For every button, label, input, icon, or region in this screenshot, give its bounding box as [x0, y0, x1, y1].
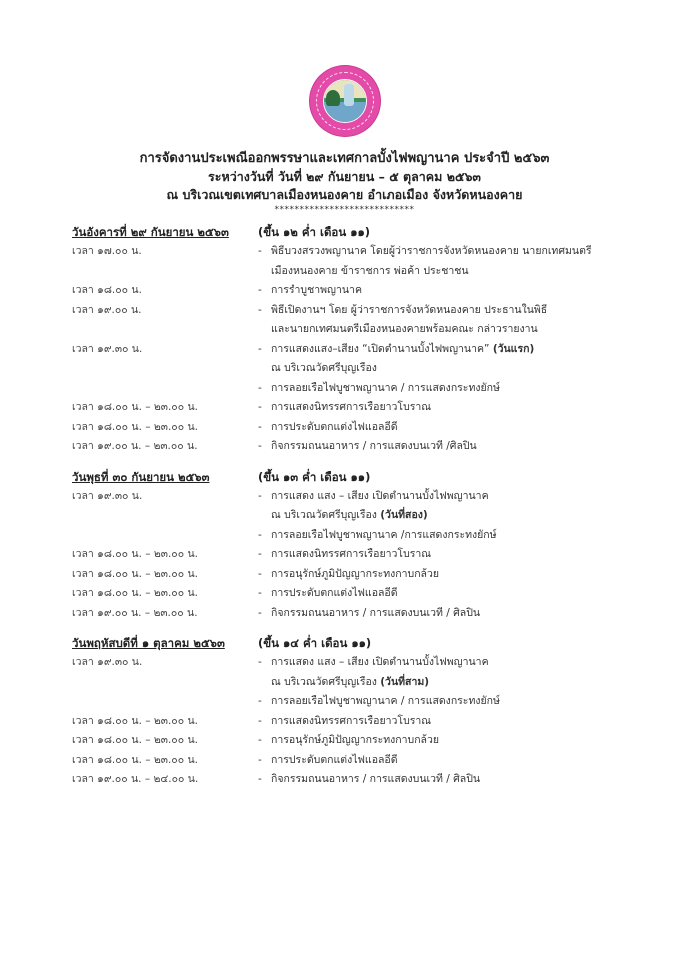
activity-text	[271, 712, 632, 732]
activity-list	[258, 653, 632, 712]
bullet-dash: -	[258, 714, 262, 727]
activity-list	[258, 487, 632, 546]
schedule-row	[72, 418, 632, 438]
location: ณ บริเวณเขตเทศบาลเมืองหนองคาย อำเภอเมือง จังหวัดหนองคาย	[166, 187, 523, 202]
activity-list	[258, 340, 632, 399]
logo-seal-ring	[310, 66, 380, 136]
activity-text	[271, 242, 632, 262]
activity-list	[258, 437, 632, 457]
activity-list	[258, 584, 632, 604]
activity-text	[271, 565, 632, 585]
day-header	[72, 224, 632, 242]
time-slot: เวลา ๑๘.๐๐ น. – ๒๓.๐๐ น.	[72, 567, 198, 580]
activity-text	[271, 673, 632, 693]
activity-text	[271, 281, 632, 301]
time-slot: เวลา ๑๙.๐๐ น.	[72, 303, 142, 316]
activity-label: การประดับตกแต่งไฟแอลอีดี	[271, 587, 398, 599]
activity-list	[258, 281, 632, 301]
time-slot: เวลา ๑๙.๓๐ น.	[72, 489, 143, 502]
activity-label: การแสดงแสง–เสียง “เปิดตำนานบั้งไฟพญานาค”	[271, 342, 493, 355]
time-slot: เวลา ๑๙.๓๐ น.	[72, 342, 143, 355]
activity-text	[271, 545, 632, 565]
bullet-dash: -	[258, 342, 262, 355]
activity-label: การแสดงนิทรรศการเรือยาวโบราณ	[271, 401, 432, 413]
activity-list	[258, 418, 632, 438]
schedule-row	[72, 398, 632, 418]
schedule-row	[72, 242, 632, 281]
day-section	[72, 635, 632, 790]
activity-item	[258, 340, 632, 360]
activity-text	[271, 301, 632, 321]
schedule-row	[72, 584, 632, 604]
activity-item	[258, 506, 632, 526]
bullet-dash: -	[258, 606, 262, 619]
time-slot: เวลา ๑๙.๓๐ น.	[72, 656, 143, 668]
activity-text	[271, 526, 632, 546]
time-slot: เวลา ๑๙.๐๐ น. – ๒๓.๐๐ น.	[72, 606, 198, 619]
activity-label: กิจกรรมถนนอาหาร / การแสดงบนเวที / ศิลปิน	[271, 606, 481, 619]
time-slot: เวลา ๑๙.๐๐ น. – ๒๔.๐๐ น.	[72, 773, 199, 785]
municipality-logo	[310, 66, 380, 136]
document-title: การจัดงานประเพณีออกพรรษาและเทศกาลบั้งไฟพญานาค ประจำปี ๒๕๖๓	[139, 151, 550, 166]
activity-label: การแสดง แสง – เสียง เปิดตำนานบั้งไฟพญานาค	[271, 656, 489, 668]
activity-list	[258, 398, 632, 418]
bullet-dash: -	[258, 401, 262, 413]
activity-text	[271, 653, 632, 673]
activity-label: การแสดงนิทรรศการเรือยาวโบราณ	[271, 714, 432, 727]
schedule-row	[72, 487, 632, 546]
activity-list	[258, 301, 632, 340]
bullet-dash: -	[258, 284, 262, 296]
activity-text	[271, 262, 632, 282]
day-section	[72, 469, 632, 624]
schedule-row	[72, 437, 632, 457]
activity-item	[258, 379, 632, 399]
activity-label: การอนุรักษ์ภูมิปัญญากระทงกาบกล้วย	[271, 567, 440, 580]
bullet-dash: -	[258, 773, 262, 785]
activity-item	[258, 692, 632, 712]
activity-item	[258, 281, 632, 301]
activity-item	[258, 437, 632, 457]
activity-text	[271, 731, 632, 751]
separator-stars: ****************************	[274, 205, 415, 215]
activity-list	[258, 242, 632, 281]
activity-label: การลอยเรือไฟบูชาพญานาค / การแสดงกระทงยักษ์	[271, 381, 500, 394]
activity-text	[271, 359, 632, 379]
activity-item	[258, 565, 632, 585]
activity-text	[271, 398, 632, 418]
day-title: วันพฤหัสบดีที่ ๑ ตุลาคม ๒๕๖๓	[72, 636, 225, 650]
activity-item	[258, 359, 632, 379]
activity-label: ณ บริเวณวัดศรีบุญเรือง	[271, 675, 381, 688]
schedule-row	[72, 281, 632, 301]
schedule-row	[72, 565, 632, 585]
activity-item	[258, 731, 632, 751]
time-slot: เวลา ๑๘.๐๐ น. – ๒๓.๐๐ น.	[72, 420, 198, 433]
schedule-row	[72, 731, 632, 751]
activity-text	[271, 584, 632, 604]
time-slot: เวลา ๑๙.๐๐ น. – ๒๓.๐๐ น.	[72, 440, 198, 452]
bullet-dash: -	[258, 548, 262, 560]
activity-item	[258, 712, 632, 732]
schedule-row	[72, 301, 632, 340]
day-title: วันอังคารที่ ๒๙ กันยายน ๒๕๖๓	[72, 225, 229, 239]
activity-text	[271, 418, 632, 438]
date-range: ระหว่างวันที่ วันที่ ๒๙ กันยายน – ๕ ตุลาคม ๒๕๖๓	[208, 169, 481, 184]
activity-item	[258, 673, 632, 693]
bullet-dash: -	[258, 440, 262, 452]
time-slot: เวลา ๑๘.๐๐ น. – ๒๓.๐๐ น.	[72, 587, 198, 599]
activity-item	[258, 242, 632, 262]
activity-item	[258, 398, 632, 418]
activity-list	[258, 604, 632, 624]
day-header	[72, 635, 632, 653]
activity-text	[271, 506, 632, 526]
activity-label: การแสดงนิทรรศการเรือยาวโบราณ	[271, 548, 432, 560]
lunar-date: (ขึ้น ๑๓ ค่ำ เดือน ๑๑)	[258, 469, 371, 484]
activity-list	[258, 770, 632, 790]
schedule-row	[72, 770, 632, 790]
activity-item	[258, 526, 632, 546]
activity-label: กิจกรรมถนนอาหาร / การแสดงบนเวที / ศิลปิน	[271, 773, 481, 785]
activity-label: เมืองหนองคาย ข้าราชการ พ่อค้า ประชาชน	[271, 264, 469, 277]
time-slot: เวลา ๑๘.๐๐ น. – ๒๓.๐๐ น.	[72, 401, 198, 413]
bullet-dash: -	[258, 734, 262, 746]
activity-list	[258, 751, 632, 771]
logo-landscape-emblem	[323, 79, 367, 123]
activity-item	[258, 320, 632, 340]
bullet-dash: -	[258, 489, 262, 502]
day-title: วันพุธที่ ๓๐ กันยายน ๒๕๖๓	[72, 469, 210, 484]
bullet-dash: -	[258, 420, 262, 433]
activity-label: การลอยเรือไฟบูชาพญานาค /การแสดงกระทงยักษ์	[271, 528, 497, 541]
activity-text	[271, 340, 632, 360]
activity-label: ณ บริเวณวัดศรีบุญเรือง	[271, 509, 381, 521]
activity-list	[258, 731, 632, 751]
time-slot: เวลา ๑๘.๐๐ น. – ๒๓.๐๐ น.	[72, 714, 198, 727]
activity-text	[271, 604, 632, 624]
activity-item	[258, 653, 632, 673]
time-slot: เวลา ๑๘.๐๐ น. – ๒๓.๐๐ น.	[72, 734, 198, 746]
activity-label: การลอยเรือไฟบูชาพญานาค / การแสดงกระทงยักษ์	[271, 695, 500, 707]
activity-text	[271, 770, 632, 790]
bullet-dash: -	[258, 528, 262, 541]
day-number-note: (วันแรก)	[492, 342, 535, 355]
bullet-dash: -	[258, 753, 262, 766]
activity-item	[258, 751, 632, 771]
time-slot: เวลา ๑๗.๐๐ น.	[72, 245, 142, 257]
activity-label: การประดับตกแต่งไฟแอลอีดี	[271, 753, 398, 766]
activity-item	[258, 487, 632, 507]
activity-label: กิจกรรมถนนอาหาร / การแสดงบนเวที /ศิลปิน	[271, 440, 477, 452]
activity-item	[258, 418, 632, 438]
document-header	[0, 150, 689, 216]
lunar-date: (ขึ้น ๑๒ ค่ำ เดือน ๑๑)	[258, 225, 371, 239]
activity-list	[258, 565, 632, 585]
activity-list	[258, 545, 632, 565]
lunar-date: (ขึ้น ๑๔ ค่ำ เดือน ๑๑)	[258, 636, 372, 650]
bullet-dash: -	[258, 303, 262, 316]
bullet-dash: -	[258, 587, 262, 599]
schedule-row	[72, 653, 632, 712]
schedule-row	[72, 712, 632, 732]
activity-text	[271, 751, 632, 771]
time-slot: เวลา ๑๘.๐๐ น. – ๒๓.๐๐ น.	[72, 548, 198, 560]
time-slot: เวลา ๑๘.๐๐ น.	[72, 284, 142, 296]
activity-item	[258, 262, 632, 282]
event-schedule	[72, 224, 632, 802]
bullet-dash: -	[258, 381, 262, 394]
day-number-note: (วันที่สาม)	[380, 675, 430, 688]
day-number-note: (วันที่สอง)	[380, 509, 428, 521]
schedule-row	[72, 545, 632, 565]
activity-label: ณ บริเวณวัดศรีบุญเรือง	[271, 362, 377, 374]
activity-label: พิธีบวงสรวงพญานาค โดยผู้ว่าราชการจังหวัดหนองคาย นายกเทศมนตรี	[271, 245, 592, 257]
day-header	[72, 469, 632, 487]
activity-label: และนายกเทศมนตรีเมืองหนองคายพร้อมคณะ กล่าวรายงาน	[271, 323, 538, 335]
activity-item	[258, 604, 632, 624]
activity-text	[271, 320, 632, 340]
schedule-row	[72, 340, 632, 399]
day-section	[72, 224, 632, 457]
activity-item	[258, 584, 632, 604]
activity-label: การรำบูชาพญานาค	[271, 284, 362, 296]
activity-item	[258, 770, 632, 790]
schedule-row	[72, 604, 632, 624]
activity-text	[271, 379, 632, 399]
bullet-dash: -	[258, 656, 262, 668]
activity-label: การแสดง แสง – เสียง เปิดตำนานบั้งไฟพญานาค	[271, 489, 489, 502]
activity-label: การประดับตกแต่งไฟแอลอีดี	[271, 420, 398, 433]
activity-label: การอนุรักษ์ภูมิปัญญากระทงกาบกล้วย	[271, 734, 440, 746]
time-slot: เวลา ๑๘.๐๐ น. – ๒๓.๐๐ น.	[72, 753, 198, 766]
schedule-row	[72, 751, 632, 771]
bullet-dash: -	[258, 245, 262, 257]
activity-list	[258, 712, 632, 732]
activity-item	[258, 301, 632, 321]
activity-text	[271, 437, 632, 457]
activity-item	[258, 545, 632, 565]
activity-text	[271, 692, 632, 712]
activity-label: พิธีเปิดงานฯ โดย ผู้ว่าราชการจังหวัดหนองคาย ประธานในพิธี	[271, 303, 548, 316]
activity-text	[271, 487, 632, 507]
bullet-dash: -	[258, 567, 262, 580]
bullet-dash: -	[258, 695, 262, 707]
